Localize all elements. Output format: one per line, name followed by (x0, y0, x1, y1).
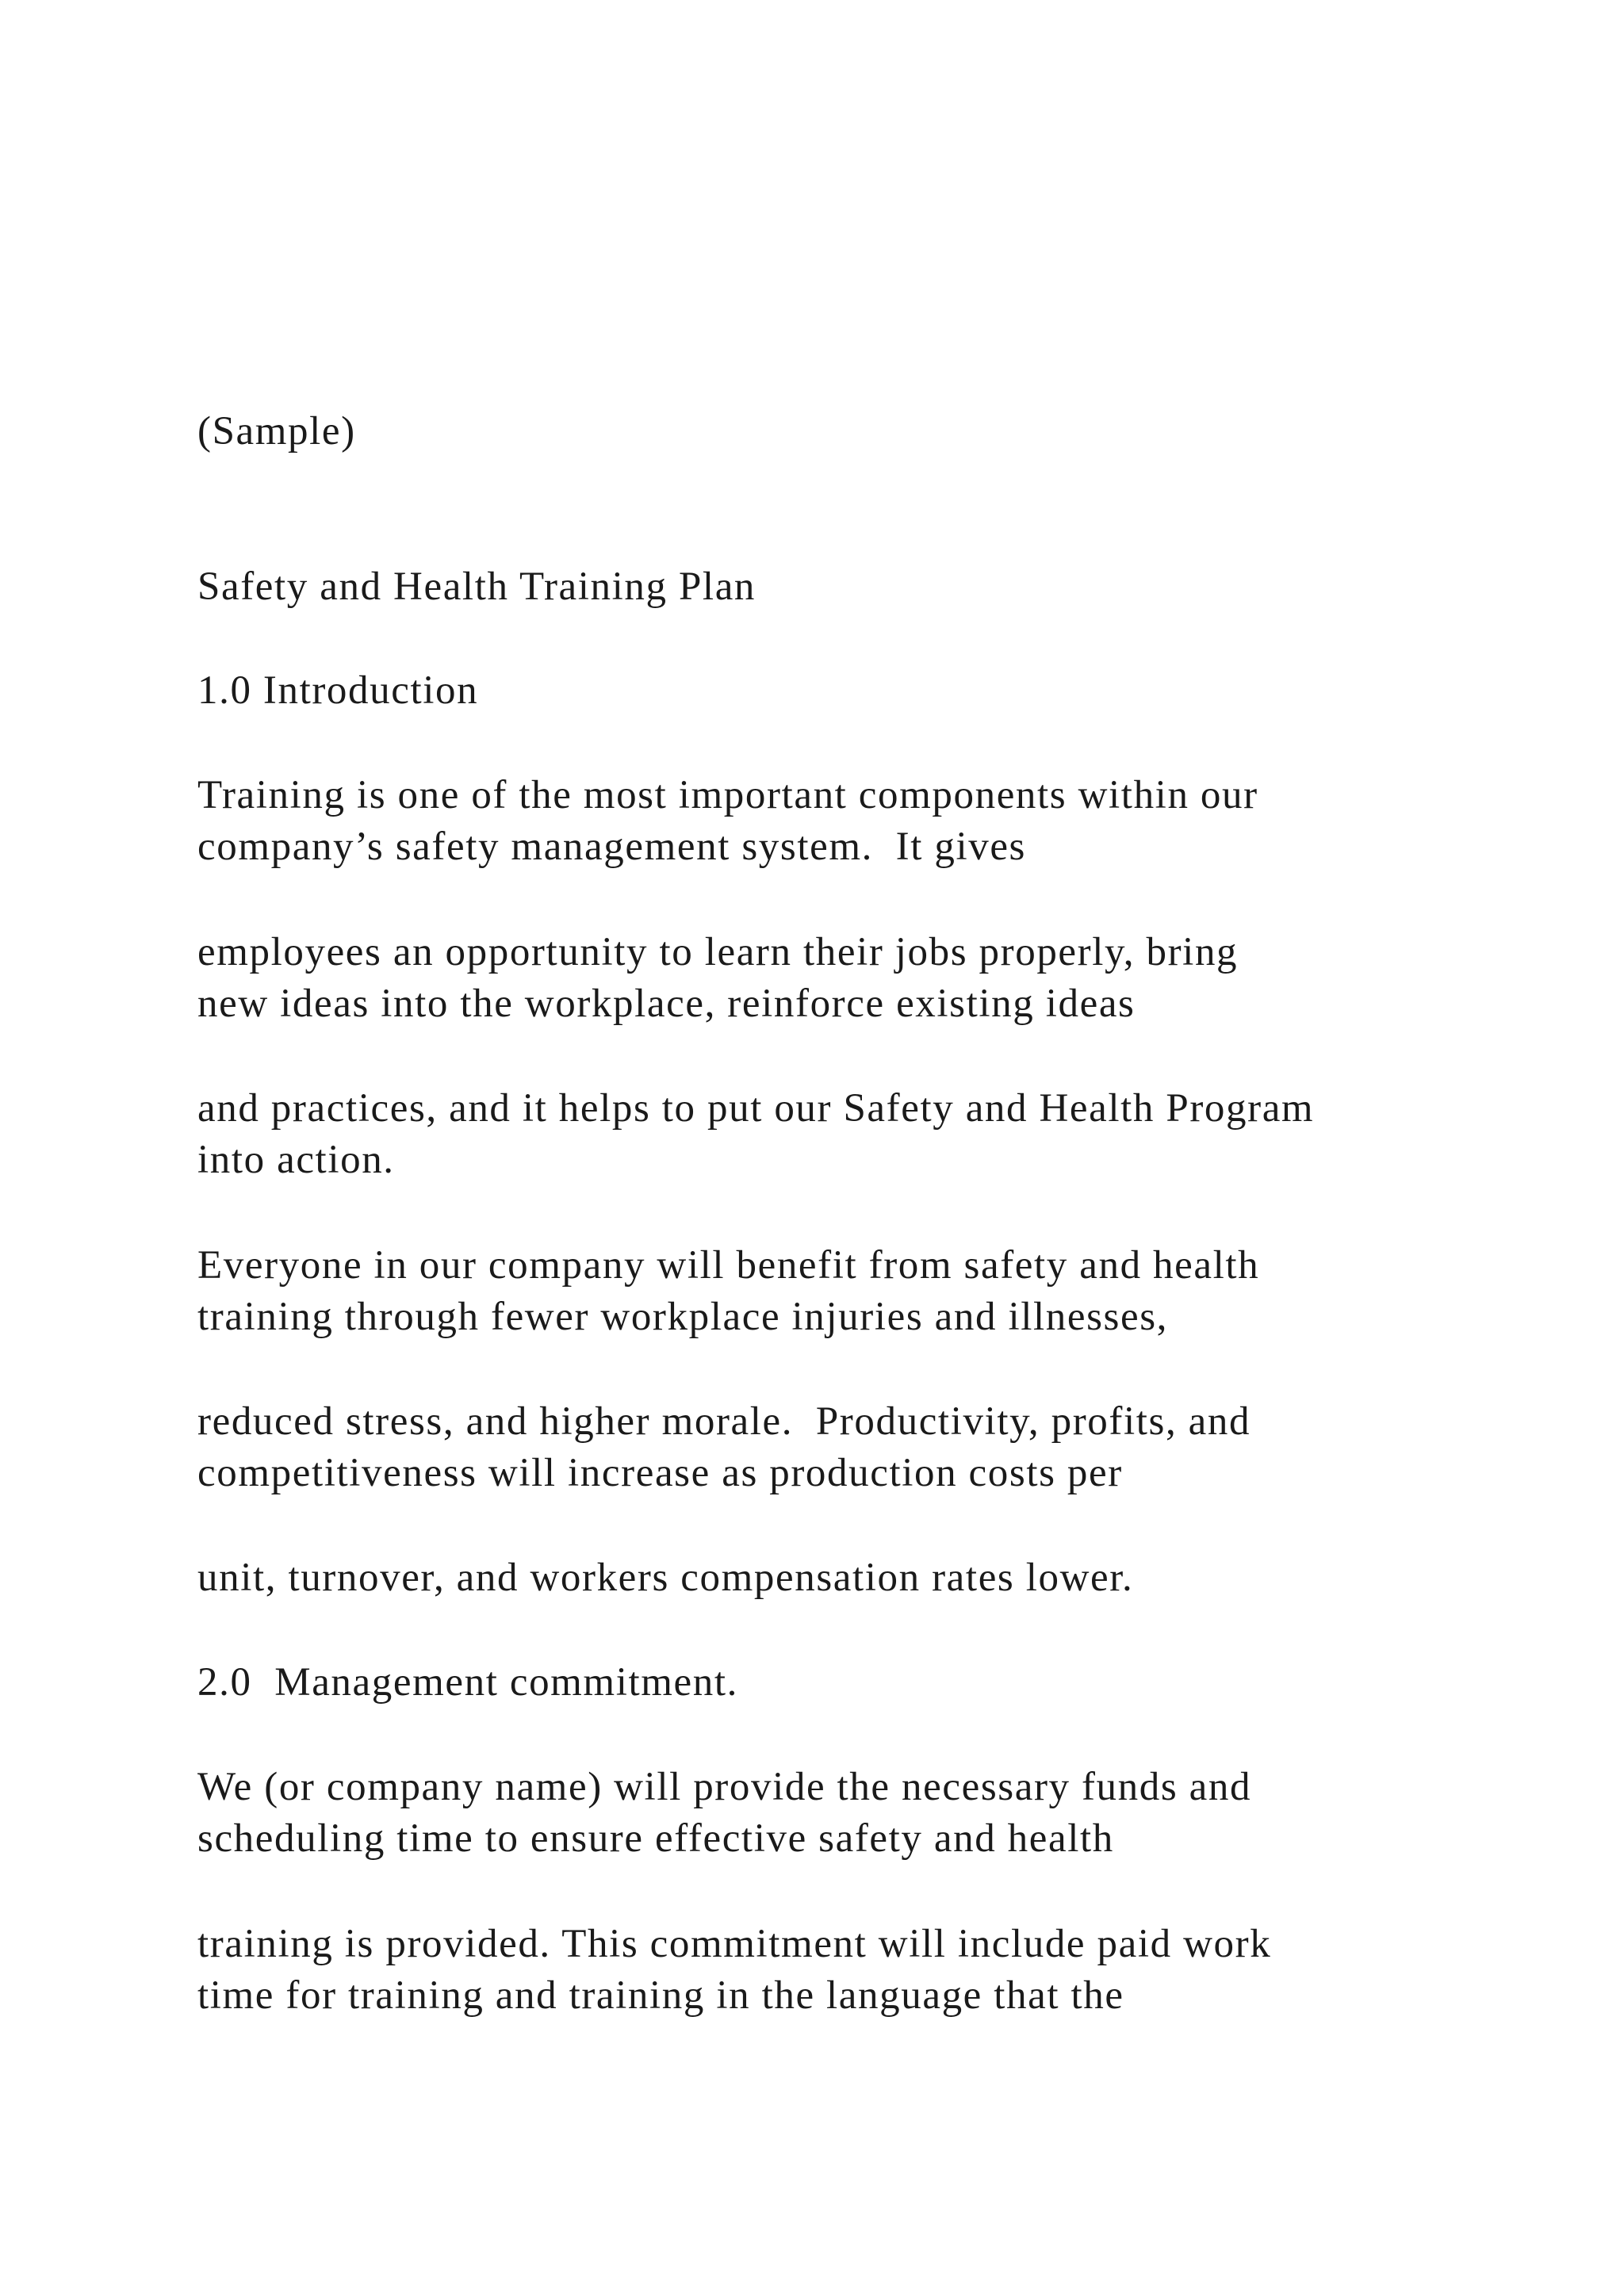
paragraph-line: time for training and training in the language that the (197, 1973, 1124, 2018)
paragraph-line: competitiveness will increase as production costs per (197, 1451, 1123, 1495)
paragraph-line: scheduling time to ensure effective safety and health (197, 1816, 1114, 1861)
paragraph-line: Everyone in our company will benefit from safety and health (197, 1243, 1260, 1288)
section-heading-management-commitment: 2.0 Management commitment. (197, 1660, 738, 1705)
paragraph-line: company’s safety management system. It gives (197, 825, 1027, 869)
paragraph-line: employees an opportunity to learn their jobs properly, bring (197, 930, 1239, 974)
paragraph-line: unit, turnover, and workers compensation rates lower. (197, 1556, 1134, 1600)
sample-label: (Sample) (197, 409, 356, 453)
paragraph-line: into action. (197, 1138, 395, 1182)
paragraph-line: reduced stress, and higher morale. Productivity, profits, and (197, 1399, 1251, 1444)
section-heading-introduction: 1.0 Introduction (197, 668, 479, 713)
paragraph-line: training is provided. This commitment will include paid work (197, 1922, 1272, 1966)
document-title: Safety and Health Training Plan (197, 564, 756, 609)
paragraph-line: We (or company name) will provide the necessary funds and (197, 1765, 1252, 1809)
paragraph-line: training through fewer workplace injuries and illnesses, (197, 1295, 1169, 1339)
paragraph-line: and practices, and it helps to put our Safety and Health Program (197, 1086, 1315, 1131)
paragraph-line: new ideas into the workplace, reinforce existing ideas (197, 982, 1136, 1026)
paragraph-line: Training is one of the most important components within our (197, 773, 1258, 817)
